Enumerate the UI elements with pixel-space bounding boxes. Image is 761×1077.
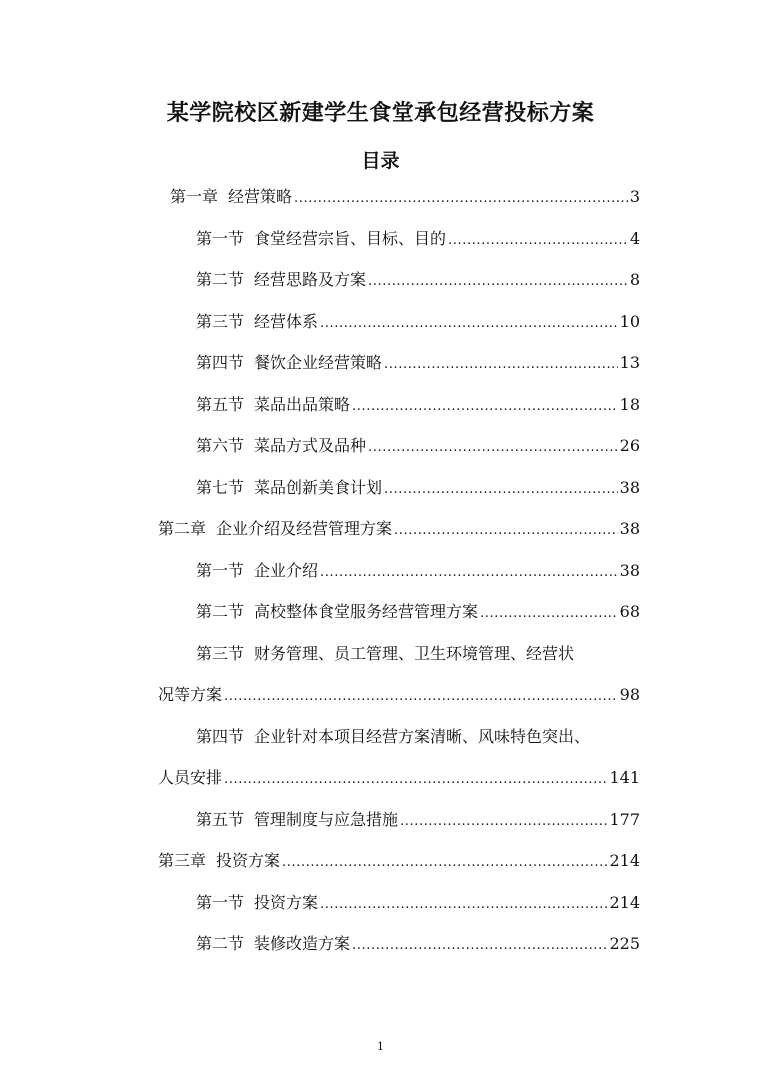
toc-entry-page: 98 bbox=[619, 685, 640, 704]
toc-entry-section[interactable] bbox=[196, 435, 640, 457]
toc-leader-dots bbox=[448, 232, 628, 250]
toc-entry-section[interactable] bbox=[196, 269, 640, 291]
toc-leader-dots bbox=[394, 522, 618, 540]
toc-leader-dots bbox=[384, 356, 618, 374]
toc-leader-dots bbox=[320, 564, 618, 582]
toc-entry-page: 10 bbox=[619, 312, 640, 331]
toc-entry-section-wrapped-line1[interactable] bbox=[196, 726, 590, 748]
toc-entry-number: 第六节 bbox=[196, 436, 245, 455]
toc-entry-number: 第三章 bbox=[158, 851, 207, 870]
toc-entry-number: 第一章 bbox=[170, 187, 219, 206]
toc-entry-number: 第七节 bbox=[196, 478, 245, 497]
toc-entry-number: 第二章 bbox=[158, 519, 207, 538]
toc-entry-page: 3 bbox=[629, 187, 640, 206]
toc-entry-number: 第五节 bbox=[196, 395, 245, 414]
toc-leader-dots bbox=[352, 398, 618, 416]
toc-entry-label: 企业介绍 bbox=[254, 561, 319, 580]
toc-leader-dots bbox=[224, 771, 607, 789]
toc-leader-dots bbox=[352, 937, 607, 955]
toc-entry-section[interactable] bbox=[196, 311, 640, 333]
toc-entry-page: 26 bbox=[619, 436, 640, 455]
toc-entry-number: 第三节 bbox=[196, 312, 245, 331]
toc-entry-section-wrapped-line2[interactable] bbox=[158, 684, 640, 706]
toc-entry-number: 第五节 bbox=[196, 810, 245, 829]
toc-entry-label: 经营策略 bbox=[228, 187, 293, 206]
toc-entry-section[interactable] bbox=[196, 228, 640, 250]
toc-entry-number: 第二节 bbox=[196, 270, 245, 289]
toc-entry-number: 第一节 bbox=[196, 229, 245, 248]
toc-entry-number: 第二节 bbox=[196, 934, 245, 953]
toc-entry-page: 177 bbox=[609, 810, 640, 829]
toc-entry-number: 第四节 bbox=[196, 727, 245, 746]
toc-entry-page: 4 bbox=[629, 229, 640, 248]
toc-entry-page: 225 bbox=[609, 934, 640, 953]
toc-leader-dots bbox=[294, 190, 628, 208]
toc-leader-dots bbox=[320, 315, 618, 333]
toc-leader-dots bbox=[224, 688, 618, 706]
toc-entry-chapter-2[interactable] bbox=[158, 518, 640, 540]
toc-entry-label: 高校整体食堂服务经营管理方案 bbox=[254, 602, 479, 621]
toc-entry-label-continued: 人员安排 bbox=[158, 768, 223, 787]
toc-entry-page: 38 bbox=[619, 478, 640, 497]
toc-entry-page: 13 bbox=[619, 353, 640, 372]
toc-entry-label: 财务管理、员工管理、卫生环境管理、经营状 bbox=[254, 644, 575, 663]
toc-entry-page: 214 bbox=[609, 893, 640, 912]
toc-entry-label: 餐饮企业经营策略 bbox=[254, 353, 383, 372]
toc-entry-section-wrapped-line2[interactable] bbox=[158, 767, 640, 789]
toc-leader-dots bbox=[480, 605, 618, 623]
toc-heading: 目录 bbox=[361, 150, 400, 172]
toc-entry-section[interactable] bbox=[196, 809, 640, 831]
toc-entry-section-wrapped-line1[interactable] bbox=[196, 643, 574, 665]
toc-entry-number: 第一节 bbox=[196, 561, 245, 580]
toc-entry-label: 食堂经营宗旨、目标、目的 bbox=[254, 229, 447, 248]
toc-entry-label: 投资方案 bbox=[254, 893, 319, 912]
toc-entry-label: 装修改造方案 bbox=[254, 934, 351, 953]
toc-entry-label: 企业介绍及经营管理方案 bbox=[216, 519, 393, 538]
document-title: 某学院校区新建学生食堂承包经营投标方案 bbox=[166, 101, 595, 126]
toc-entry-number: 第三节 bbox=[196, 644, 245, 663]
toc-entry-page: 8 bbox=[629, 270, 640, 289]
toc-entry-label: 企业针对本项目经营方案清晰、风味特色突出、 bbox=[254, 727, 591, 746]
toc-entry-section[interactable] bbox=[196, 601, 640, 623]
toc-leader-dots bbox=[368, 273, 628, 291]
toc-entry-page: 141 bbox=[609, 768, 640, 787]
toc-entry-label: 菜品方式及品种 bbox=[254, 436, 367, 455]
toc-entry-label: 经营思路及方案 bbox=[254, 270, 367, 289]
toc-entry-page: 18 bbox=[619, 395, 640, 414]
toc-entry-section[interactable] bbox=[196, 477, 640, 499]
toc-leader-dots bbox=[320, 896, 607, 914]
toc-entry-label-continued: 况等方案 bbox=[158, 685, 223, 704]
toc-entry-section[interactable] bbox=[196, 352, 640, 374]
toc-leader-dots bbox=[368, 439, 618, 457]
toc-leader-dots bbox=[400, 813, 607, 831]
toc-entry-section[interactable] bbox=[196, 394, 640, 416]
toc-leader-dots bbox=[282, 854, 607, 872]
toc-entry-label: 经营体系 bbox=[254, 312, 319, 331]
toc-entry-page: 38 bbox=[619, 561, 640, 580]
toc-entry-section[interactable] bbox=[196, 892, 640, 914]
toc-entry-label: 管理制度与应急措施 bbox=[254, 810, 399, 829]
toc-entry-label: 菜品创新美食计划 bbox=[254, 478, 383, 497]
toc-entry-chapter-1[interactable] bbox=[170, 186, 640, 208]
page-number: 1 bbox=[377, 1040, 384, 1053]
toc-entry-page: 68 bbox=[619, 602, 640, 621]
toc-entry-number: 第一节 bbox=[196, 893, 245, 912]
toc-entry-chapter-3[interactable] bbox=[158, 850, 640, 872]
toc-entry-label: 菜品出品策略 bbox=[254, 395, 351, 414]
toc-entry-section[interactable] bbox=[196, 560, 640, 582]
toc-entry-label: 投资方案 bbox=[216, 851, 281, 870]
toc-entry-page: 214 bbox=[609, 851, 640, 870]
toc-entry-page: 38 bbox=[619, 519, 640, 538]
toc-entry-number: 第二节 bbox=[196, 602, 245, 621]
toc-leader-dots bbox=[384, 481, 618, 499]
toc-entry-section[interactable] bbox=[196, 933, 640, 955]
toc-entry-number: 第四节 bbox=[196, 353, 245, 372]
